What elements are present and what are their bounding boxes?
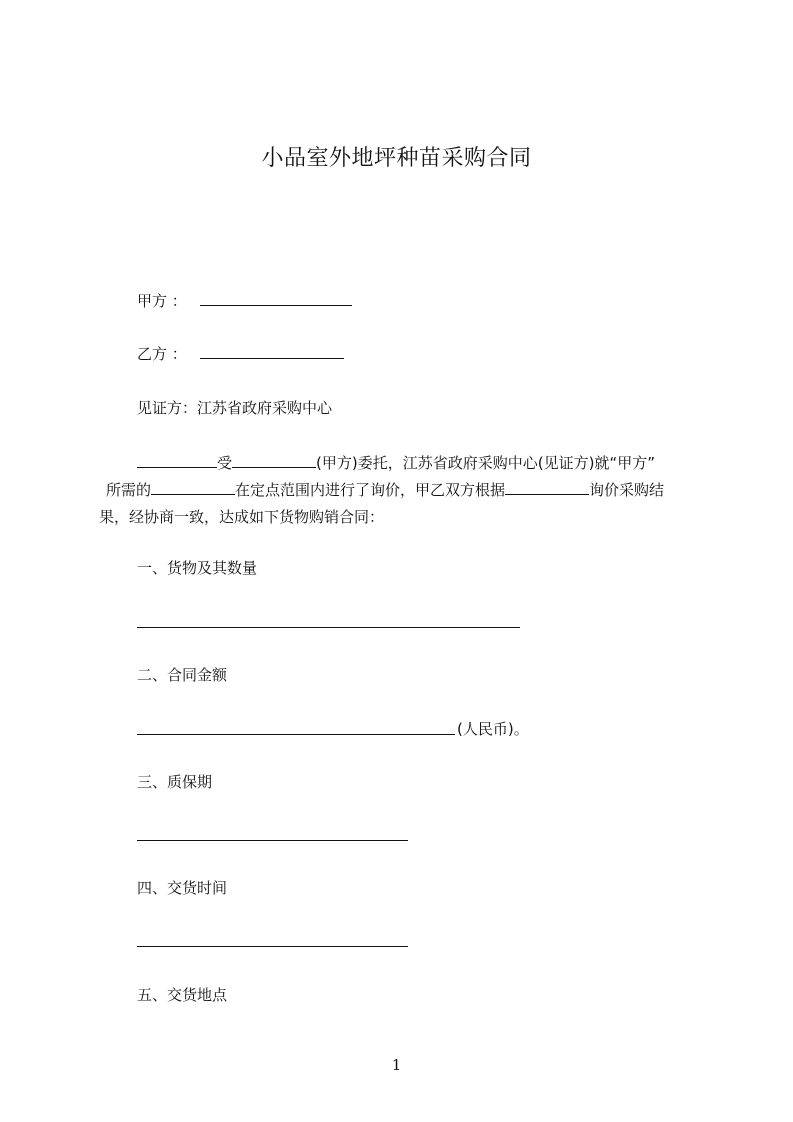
intro-text-2b: 在定点范围内进行了询价，甲乙双方根据 <box>235 481 506 499</box>
intro-line-2 <box>106 477 664 503</box>
intro-text-1a: 受 <box>217 454 233 472</box>
intro-blank-3 <box>151 480 235 495</box>
section-2-heading: 二、合同金额 <box>137 666 228 684</box>
intro-text-2a: 所需的 <box>106 481 152 499</box>
intro-blank-2 <box>232 453 316 468</box>
intro-text-2c: 询价采购结 <box>589 481 665 499</box>
document-title: 小品室外地坪种苗采购合同 <box>261 146 532 171</box>
party-a-line <box>137 291 352 311</box>
party-a-label: 甲方 ： <box>137 292 187 310</box>
party-b-line <box>137 344 344 364</box>
party-b-label: 乙方 ： <box>137 345 187 363</box>
section-1-blank <box>137 627 520 628</box>
intro-line-1 <box>137 450 655 476</box>
party-a-blank <box>200 291 352 306</box>
section-5-heading: 五、交货地点 <box>137 986 228 1004</box>
section-3-heading: 三、质保期 <box>137 773 213 791</box>
section-1-heading: 一、货物及其数量 <box>137 559 258 577</box>
page-number: 1 <box>391 1056 402 1074</box>
section-4-heading: 四、交货时间 <box>137 879 228 897</box>
intro-blank-4 <box>505 480 589 495</box>
section-3-blank <box>137 840 408 841</box>
party-b-blank <box>200 344 344 359</box>
intro-blank-1 <box>137 453 217 468</box>
section-2-currency: (人民币)。 <box>457 720 529 738</box>
section-2-blank <box>137 734 455 735</box>
witness-line: 见证方：江苏省政府采购中心 <box>137 399 333 417</box>
intro-line-3: 果，经协商一致，达成如下货物购销合同： <box>99 508 385 526</box>
section-4-blank <box>137 946 408 947</box>
intro-text-1b: (甲方)委托，江苏省政府采购中心(见证方)就“甲方” <box>316 454 655 472</box>
